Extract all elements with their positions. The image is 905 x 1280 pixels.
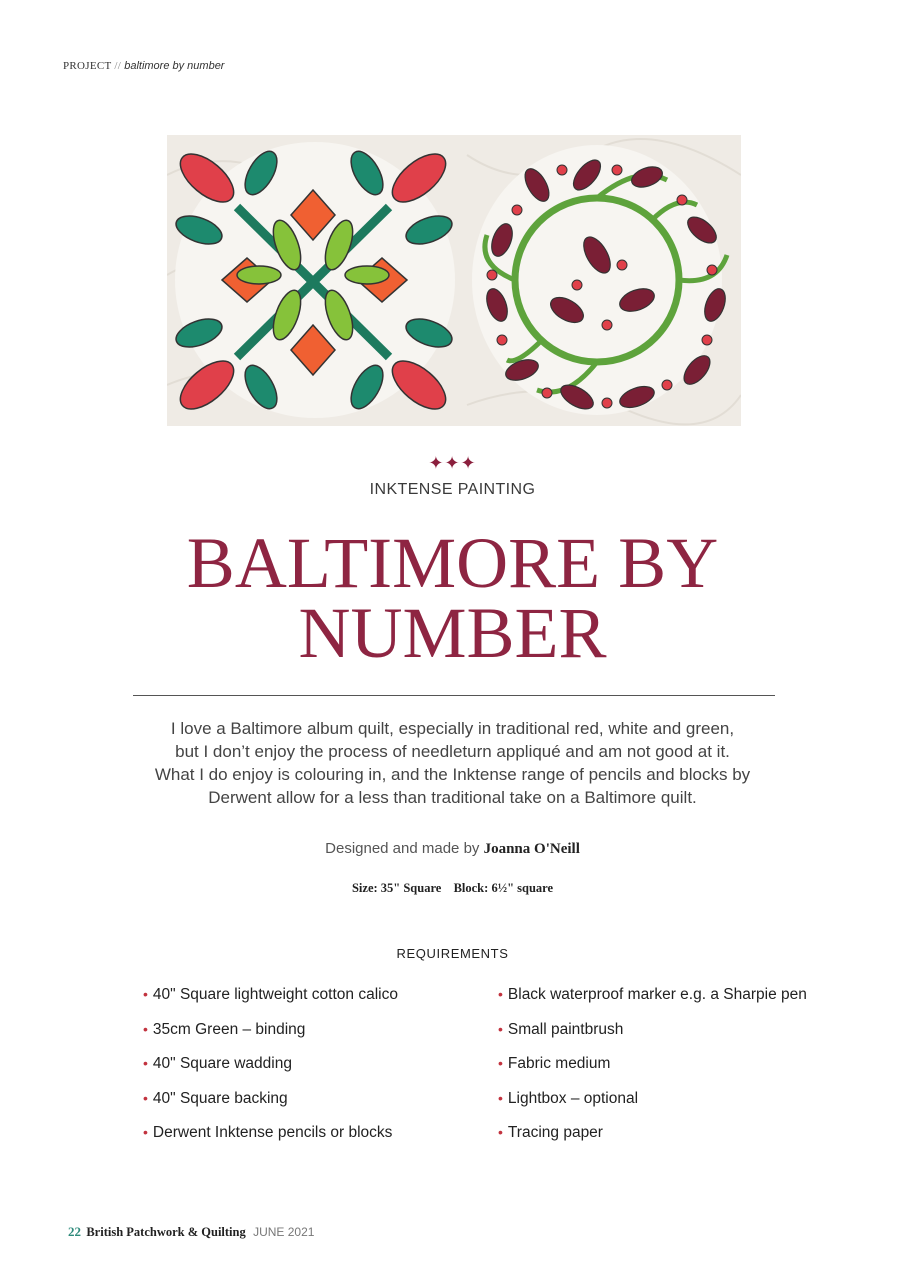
lime-leaf	[237, 266, 281, 284]
size-info	[0, 881, 905, 896]
issue-date: JUNE 2021	[253, 1225, 315, 1239]
lime-leaf	[345, 266, 389, 284]
list-item	[498, 986, 807, 1021]
page-number: 22	[68, 1224, 81, 1239]
red-berry	[512, 205, 522, 215]
author-name: Joanna O'Neill	[483, 841, 580, 857]
red-berry	[617, 260, 627, 270]
bullet-icon: •	[143, 1020, 148, 1037]
requirement-text: Tracing paper	[507, 1124, 603, 1141]
red-berry	[662, 380, 672, 390]
size-label: Size:	[351, 881, 378, 895]
intro-line: What I do enjoy is colouring in, and the Inktense range of pencils and blocks by	[154, 765, 751, 784]
red-berry	[487, 270, 497, 280]
block-label: Block:	[453, 881, 489, 895]
bullet-icon: •	[143, 986, 148, 1002]
quilt-blocks-illustration	[167, 135, 741, 426]
title-line-1: BALTIMORE BY	[186, 523, 719, 603]
intro-line: Derwent allow for a less than traditional take on a Baltimore quilt.	[208, 788, 697, 807]
requirement-text: 40" Square wadding	[152, 1055, 292, 1072]
bullet-icon: •	[498, 986, 503, 1002]
red-berry	[542, 388, 552, 398]
red-berry	[707, 265, 717, 275]
title-line-2: NUMBER	[298, 593, 607, 673]
list-item	[498, 1090, 807, 1125]
red-berry	[702, 335, 712, 345]
page-footer	[68, 1224, 314, 1240]
red-berry	[602, 398, 612, 408]
list-item	[498, 1021, 807, 1056]
list-item	[498, 1055, 807, 1090]
title-divider	[133, 695, 775, 696]
requirement-text: 40" Square backing	[152, 1089, 288, 1107]
list-item	[143, 1124, 398, 1159]
byline-prefix: Designed and made by	[325, 840, 480, 857]
running-head-subtitle: baltimore by number	[124, 60, 225, 72]
requirement-text: 40" Square lightweight cotton calico	[152, 986, 398, 1003]
red-berry	[602, 320, 612, 330]
bullet-icon: •	[143, 1055, 148, 1071]
intro-line: but I don’t enjoy the process of needleturn appliqué and am not good at it.	[175, 742, 730, 761]
requirement-text: 35cm Green – binding	[152, 1020, 306, 1038]
list-item	[143, 1090, 398, 1125]
list-item	[143, 1021, 398, 1056]
bullet-icon: •	[498, 1089, 503, 1106]
requirement-text: Derwent Inktense pencils or blocks	[152, 1124, 393, 1141]
red-berry	[557, 165, 567, 175]
bullet-icon: •	[498, 1020, 503, 1037]
bullet-icon: •	[498, 1124, 503, 1140]
requirements-list-right	[498, 986, 807, 1159]
section-kicker: INKTENSE PAINTING	[369, 481, 536, 498]
list-item	[143, 1055, 398, 1090]
list-item	[143, 986, 398, 1021]
bullet-icon: •	[498, 1055, 503, 1071]
ornament-diamonds: ✦✦✦	[428, 453, 477, 473]
requirement-text: Black waterproof marker e.g. a Sharpie pen	[507, 986, 807, 1003]
page-title	[100, 523, 805, 673]
byline	[0, 840, 905, 858]
bullet-icon: •	[143, 1124, 148, 1140]
intro-line: I love a Baltimore album quilt, especially in traditional red, white and green,	[170, 719, 735, 738]
intro-paragraph	[120, 717, 785, 809]
red-berry	[572, 280, 582, 290]
block-value: 6½" square	[491, 881, 554, 895]
size-value: 35" Square	[380, 881, 442, 895]
running-head-section: PROJECT	[63, 60, 112, 72]
red-berry	[677, 195, 687, 205]
requirements-list-left	[143, 986, 398, 1159]
requirement-text: Lightbox – optional	[507, 1089, 639, 1107]
requirement-text: Small paintbrush	[507, 1020, 624, 1038]
requirements-heading: REQUIREMENTS	[396, 946, 509, 961]
magazine-name: British Patchwork & Quilting	[86, 1225, 246, 1239]
hero-quilt-image	[167, 135, 741, 426]
bullet-icon: •	[143, 1089, 148, 1106]
left-applique-block	[172, 142, 455, 418]
requirement-text: Fabric medium	[507, 1055, 611, 1072]
red-berry	[497, 335, 507, 345]
list-item	[498, 1124, 807, 1159]
running-head-separator: //	[114, 60, 122, 72]
running-head	[63, 60, 224, 72]
red-berry	[612, 165, 622, 175]
